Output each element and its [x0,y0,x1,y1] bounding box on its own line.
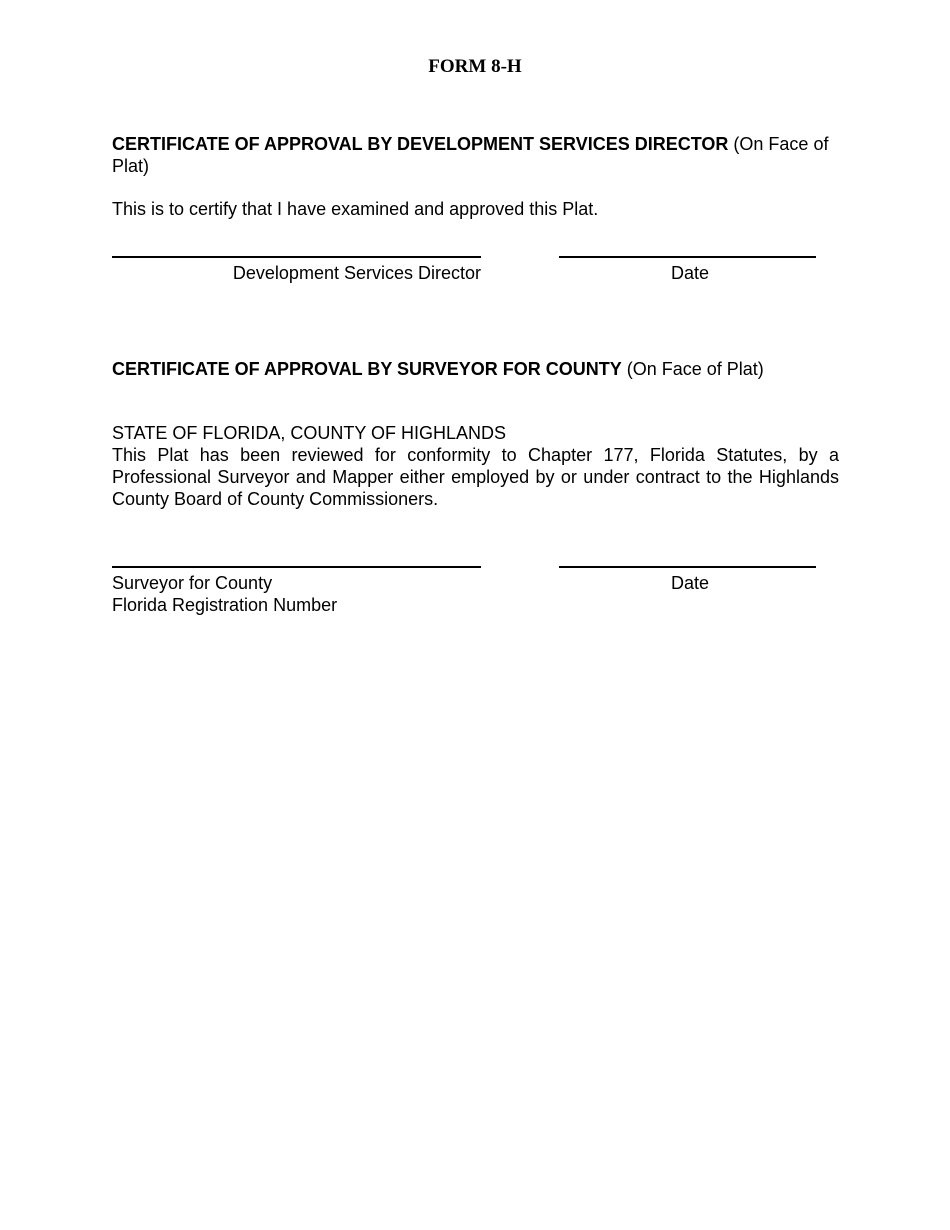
section1-heading-bold: CERTIFICATE OF APPROVAL BY DEVELOPMENT SERVICES DIRECTOR [112,134,729,154]
director-signature-line [112,256,481,258]
director-date-line [559,256,816,258]
director-signature-label: Development Services Director [232,263,481,283]
section1-body: This is to certify that I have examined and approved this Plat. [112,199,599,219]
section2-heading-suffix: (On Face of Plat) [621,359,764,379]
form-title: FORM 8-H [428,56,522,77]
surveyor-date-label: Date [671,573,710,593]
section1-heading-suffix: (On Face of Plat) [112,134,829,176]
surveyor-signature-line [112,566,481,568]
section2-heading [112,358,839,380]
director-date-label: Date [671,263,710,283]
section2-heading-bold: CERTIFICATE OF APPROVAL BY SURVEYOR FOR COUNTY [112,359,622,379]
section1-heading [112,133,839,177]
state-county-line: STATE OF FLORIDA, COUNTY OF HIGHLANDS [112,423,507,443]
section2-body: This Plat has been reviewed for conformity to Chapter 177, Florida Statutes, by a Professional Surveyor and Mapper either employed by or under contract to the Highlands County Board of County Commissioners. [112,445,839,509]
surveyor-date-line [559,566,816,568]
registration-number-label: Florida Registration Number [112,595,338,615]
surveyor-signature-label: Surveyor for County [112,573,273,593]
